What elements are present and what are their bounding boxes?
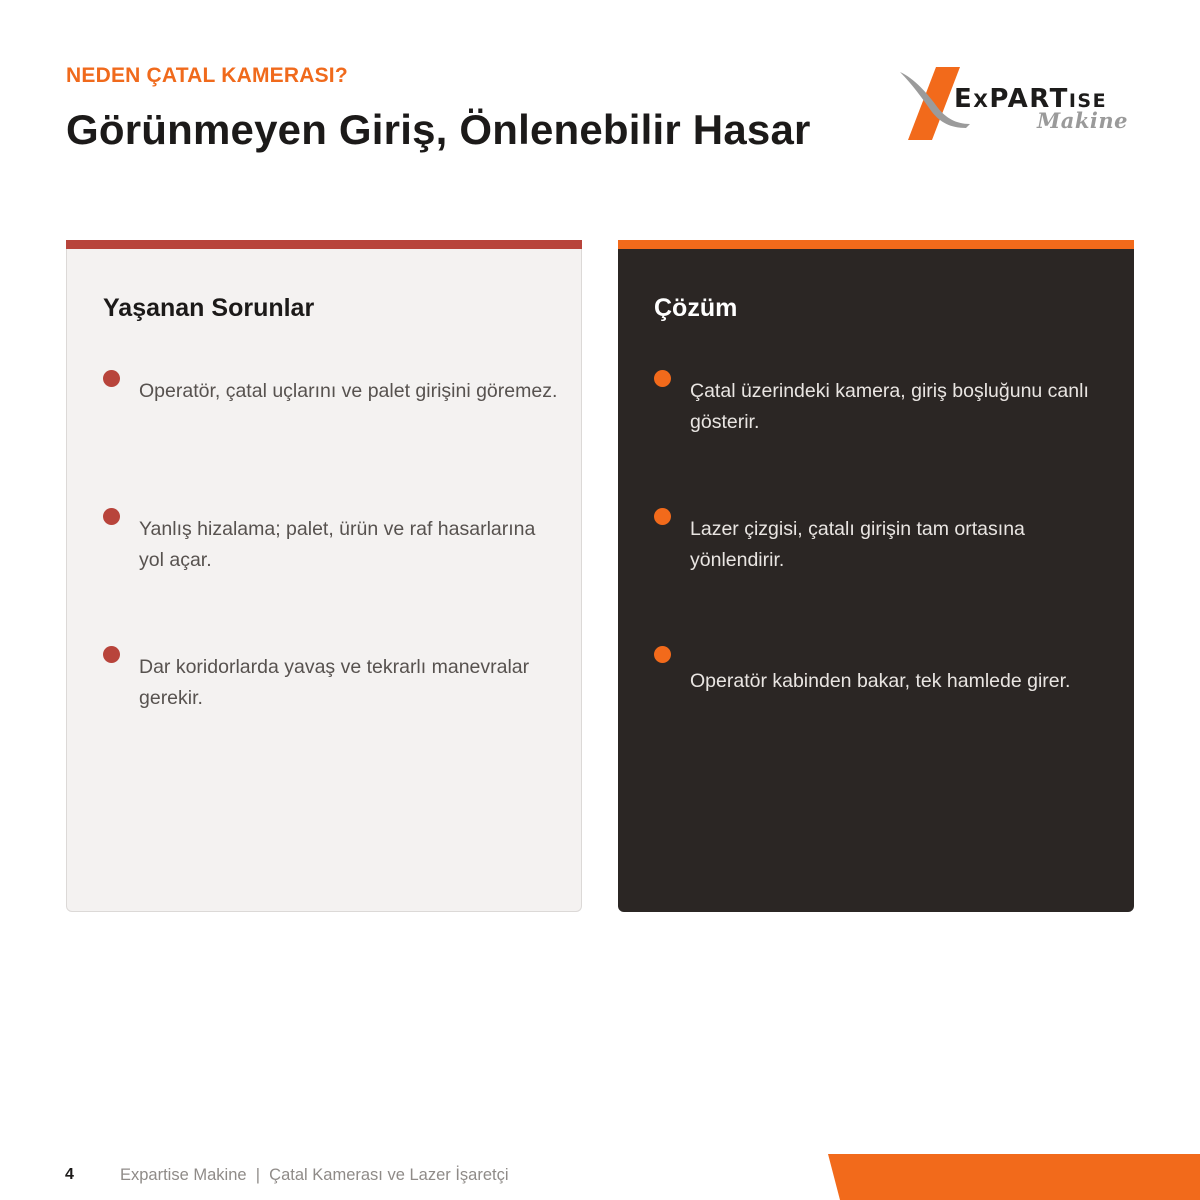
bullet-dot-icon [103, 646, 120, 663]
problem-text: Dar koridorlarda yavaş ve tekrarlı manevralar gerekir. [139, 656, 530, 709]
bullet-dot-icon [103, 508, 120, 525]
footer-accent-shape [828, 1154, 1200, 1200]
problems-card [66, 240, 582, 912]
footer-caption: Expartise Makine | Çatal Kamerası ve Lazer İşaretçi [120, 1166, 509, 1184]
solution-card [618, 240, 1134, 912]
solution-text: Lazer çizgisi, çatalı girişin tam ortasına yönlendirir. [690, 518, 1025, 571]
solution-text: Çatal üzerindeki kamera, giriş boşluğunu canlı gösterir. [690, 380, 1089, 433]
logo-subtitle: Makine [1036, 108, 1128, 133]
section-eyebrow: NEDEN ÇATAL KAMERASI? [66, 64, 348, 87]
solution-text: Operatör kabinden bakar, tek hamlede girer. [690, 670, 1071, 692]
page-number: 4 [65, 1166, 74, 1183]
bullet-dot-icon [654, 646, 671, 663]
company-logo [898, 64, 1134, 144]
bullet-dot-icon [654, 370, 671, 387]
page-title: Görünmeyen Giriş, Önlenebilir Hasar [66, 106, 811, 153]
logo-wordmark: EXPARTISE [954, 84, 1108, 114]
solution-accent-bar [618, 240, 1134, 249]
bullet-dot-icon [654, 508, 671, 525]
problem-text: Yanlış hizalama; palet, ürün ve raf hasarlarına yol açar. [139, 518, 536, 571]
problem-text: Operatör, çatal uçlarını ve palet girişini göremez. [139, 380, 558, 402]
bullet-dot-icon [103, 370, 120, 387]
problems-title: Yaşanan Sorunlar [103, 294, 315, 322]
problems-accent-bar [66, 240, 582, 249]
solution-title: Çözüm [654, 294, 738, 322]
